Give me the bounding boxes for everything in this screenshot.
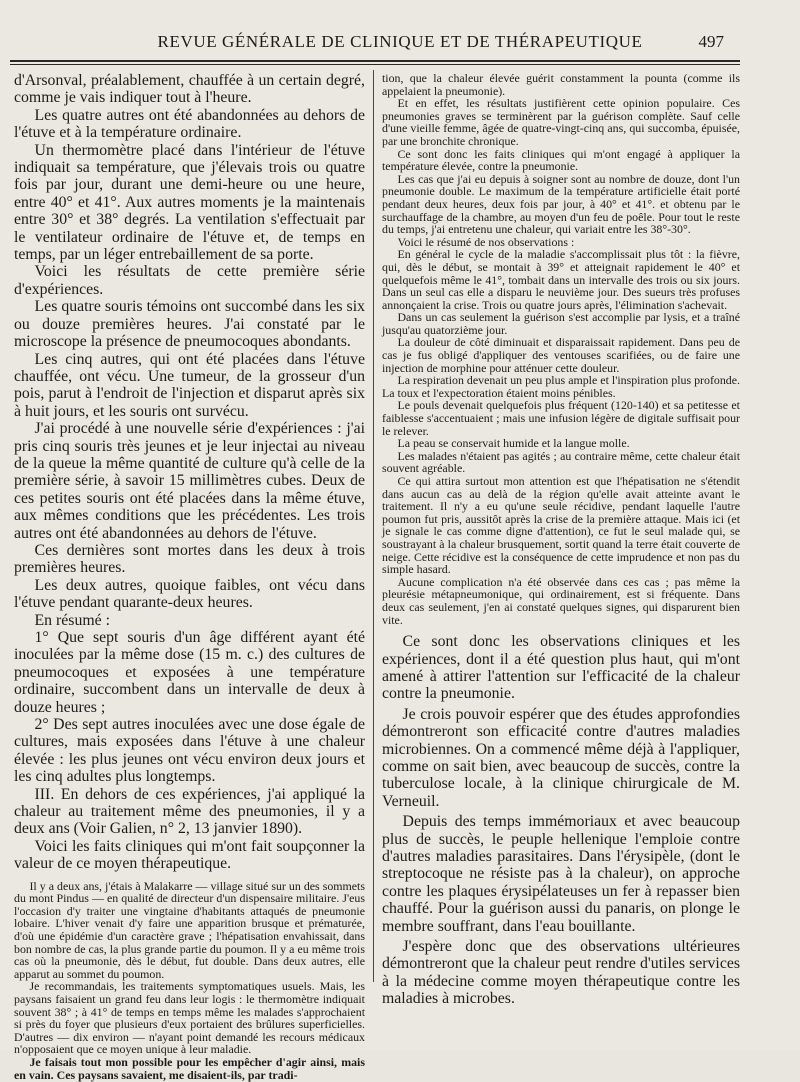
case-report-paragraph: Aucune complication n'a été observée dans ces cas ; pas même la pleurésie métapneumonique, qui ordinairement, est si fréquente. Dans deux cas seulement, j'en ai constaté quelques signes, qui disparurent bien vite. [382,574,740,627]
body-paragraph: Ces dernières sont mortes dans les deux à trois premières heures. [14,541,365,577]
summary-item: 1° Que sept souris d'un âge différent ayant été inoculées par la même dose (15 m. c.) des cultures de pneumocoques et exposées à une température ordinaire, succombent dans un intervalle de deux à douze heures ; [14,629,365,716]
case-report-paragraph: La respiration devenait un peu plus ample et l'inspiration plus profonde. La toux et l'expectoration étaient moins pénibles. [382,373,740,400]
journal-title: REVUE GÉNÉRALE DE CLINIQUE ET DE THÉRAPEUTIQUE [157,32,643,51]
case-report-paragraph: Voici le résumé de nos observations : [397,234,575,249]
section-paragraph: III. En dehors de ces expériences, j'ai appliqué la chaleur au traitement même des pneumonies, il y a deux ans (Voir Galien, n° 2, 13 janvier 1890). [14,785,365,838]
case-report-paragraph: La douleur de côté diminuait et disparaissait rapidement. Dans peu de cas je fus obligé d'appliquer des ventouses scarifiées, ou de faire une injection de morphine pour atténuer cette douleur. [382,335,740,375]
body-paragraph: Les cinq autres, qui ont été placées dans l'étuve chauffée, ont vécu. Une tumeur, de la grosseur d'un pois, parut à l'endroit de l'injection et disparut après six à huit jours, et les souris ont survécu. [14,350,365,420]
body-paragraph: Je crois pouvoir espérer que des études approfondies démontreront son efficacité contre d'autres maladies microbiennes. On a commencé même déjà à l'appliquer, comme on sait bien, avec beaucoup de succès, contre la tuberculose locale, à la clinique chirurgicale de M. Verneuil. [382,705,740,810]
page-number: 497 [698,32,724,51]
header-rule-thin [10,64,740,65]
body-paragraph: J'ai procédé à une nouvelle série d'expériences : j'ai pris cinq souris très jeunes et je leur injectai au niveau de la queue la même quantité de culture qu'à celle de la première série, à savoir 15 millimètres cubes. Deux de ces petites souris ont été placées dans la même étuve, aux mêmes conditions que les précédentes. Les trois autres ont été abandonnées au dehors de l'étuve. [14,420,365,542]
body-paragraph: d'Arsonval, préalablement, chauffée à un certain degré, comme je vais indiquer tout à l'heure. [14,72,365,107]
body-paragraph: Les deux autres, quoique faibles, ont vécu dans l'étuve pendant quarante-deux heures. [14,576,365,612]
running-header [0,32,800,54]
case-report-paragraph: Et en effet, les résultats justifièrent cette opinion populaire. Ces pneumonies graves se terminèrent par la guérison complète. Sauf celle d'une vieille femme, âgée de quatre-vingt-cinq ans, qui succomba, épuisée, par une bronchite chronique. [382,96,740,148]
body-paragraph: Ce sont donc les observations cliniques et les expériences, dont il a été question plus haut, qui m'ont amené à attirer l'attention sur l'efficacité de la chaleur contre la pneumonie. [382,633,740,703]
body-paragraph: Les quatre souris témoins ont succombé dans les six ou douze premières heures. J'ai constaté par le microscope la présence de pneumocoques abondants. [14,298,365,351]
case-report-paragraph: En général le cycle de la maladie s'accomplissait plus tôt : la fièvre, qui, dès le début, se montait à 39° et atteignait rapidement le 40° et quelquefois même le 41°, tombait dans un intervalle des trois ou six jours. Dans un seul cas elle a disparu le neuvième jour. Des sueurs très profuses annonçaient la crise. Trois ou quatre jours après, l'élimination s'achevait. [382,247,740,312]
right-column [382,72,740,1042]
conclusion-paragraph: J'espère donc que des observations ultérieures démontreront que la chaleur peut rendre d'utiles services à la médecine comme moyen thérapeutique contre les maladies à microbes. [382,938,740,1008]
body-paragraph: Voici les faits cliniques qui m'ont fait soupçonner la valeur de ce moyen thérapeutique. [14,837,365,873]
case-report-paragraph: La peau se conservait humide et la langue molle. [397,436,630,451]
summary-heading: En résumé : [34,611,110,629]
left-column [14,72,365,1082]
case-report-paragraph: Il y a deux ans, j'étais à Malakarre — village situé sur un des sommets du mont Pindus — en qualité de directeur d'un dispensaire militaire. J'eus l'occasion d'y traiter une vingtaine d'habitants attaqués de pneumonie lobaire. L'hiver venait d'y faire une apparition brusque et prématurée, d'où une épidémie d'un caractère grave ; l'hépatisation envahissait, dans bon nombre de cas, la plus grande partie du poumon. Il y a eu même trois cas où la pneumonie, dès le début, fut double. Dans deux autres, elle apparut au sommet du poumon. [14,878,365,981]
body-paragraph: Un thermomètre placé dans l'intérieur de l'étuve indiquait sa température, que j'élevais trois ou quatre fois par jour, durant une demi-heure ou une heure, entre 40° et 41°. Aux autres moments je la maintenais entre 30° et 38° degrés. La ventilation s'effectuait par le ventilateur ordinaire de l'étuve et, de temps en temps, par un léger entrebaillement de sa porte. [14,141,365,264]
body-paragraph: Les quatre autres ont été abandonnées au dehors de l'étuve et à la température ordinaire. [14,106,365,142]
case-report-paragraph: Ce qui attira surtout mon attention est que l'hépatisation ne s'étendit dans aucun cas au delà de la région qu'elle avait atteinte avant le traitement. Il n'y a eu qu'une seule récidive, pendant laquelle l'autre poumon fut pris, aussitôt après la crise de la première attaque. Mais ici (et je signale le cas comme digne d'attention), ce fut le seul malade qui, se soustrayant à la chaleur brusquement, sortit quand la terre était couverte de neige. Cette récidive est la conséquence de cette imprudence et non pas du simple hasard. [382,474,740,577]
case-report-paragraph: Ce sont donc les faits cliniques qui m'ont engagé à appliquer la température élevée, contre la pneumonie. [382,146,740,174]
case-report-paragraph: Les malades n'étaient pas agités ; au contraire même, cette chaleur était souvent agréable. [382,448,740,476]
case-report-paragraph: Je faisais tout mon possible pour les empêcher d'agir ainsi, mais en vain. Ces paysans savaient, me disaient-ils, par tradi- [14,1055,365,1082]
case-report-paragraph: Dans un cas seulement la guérison s'est accomplie par lysis, et a traîné jusqu'au quatorzième jour. [382,310,740,337]
header-rule [10,60,740,62]
case-report-paragraph: Les cas que j'ai eu depuis à soigner sont au nombre de douze, dont l'un pneumonie double. Le maximum de la température artificielle était porté pendant deux heures, deux fois par jour, à 40° et 41°. et obtenu par le surchauffage de la chambre, au moyen d'un feu de poêle. Pour tout le reste du temps, j'ai entretenu une chaleur, qui variait entre les 38°-30°. [382,171,740,237]
case-report-paragraph: Je recommandais, les traitements symptomatiques usuels. Mais, les paysans faisaient un grand feu dans leur logis : le thermomètre indiquait souvent 38° ; à 41° de temps en temps même les malades s'approchaient si près du foyer que plusieurs d'eux portaient des brûlures superficielles. D'autres — dix environ — n'ayant point demandé les recours médicaux n'opposaient que ce moyen unique à leur maladie. [14,979,365,1057]
body-paragraph: Depuis des temps immémoriaux et avec beaucoup plus de succès, le peuple hellenique l'emploie contre d'autres maladies parasitaires. Dans l'érysipèle, (dont le streptocoque ne résiste pas à la chaleur), on approche contre les plaques érysipélateuses un fer à repasser bien chauffé. Pour la guérison aussi du panaris, on plonge le membre souffrant, dans l'eau bouillante. [382,813,740,935]
body-paragraph: Voici les résultats de cette première série d'expériences. [14,263,365,298]
summary-item: 2° Des sept autres inoculées avec une dose égale de cultures, mais exposées dans l'étuve à une chaleur élevée : les plus jeunes ont vécu environ deux jours et les cinq adultes plus longtemps. [14,716,365,786]
case-report-paragraph: Le pouls devenait quelquefois plus fréquent (120-140) et sa petitesse et faiblesse s'accentuaient ; mais une infusion légère de digitale suffisait pour le relever. [382,398,740,438]
case-report-paragraph: tion, que la chaleur élevée guérit constamment la pounta (comme ils appelaient la pneumonie). [382,71,740,98]
column-divider [373,70,374,982]
